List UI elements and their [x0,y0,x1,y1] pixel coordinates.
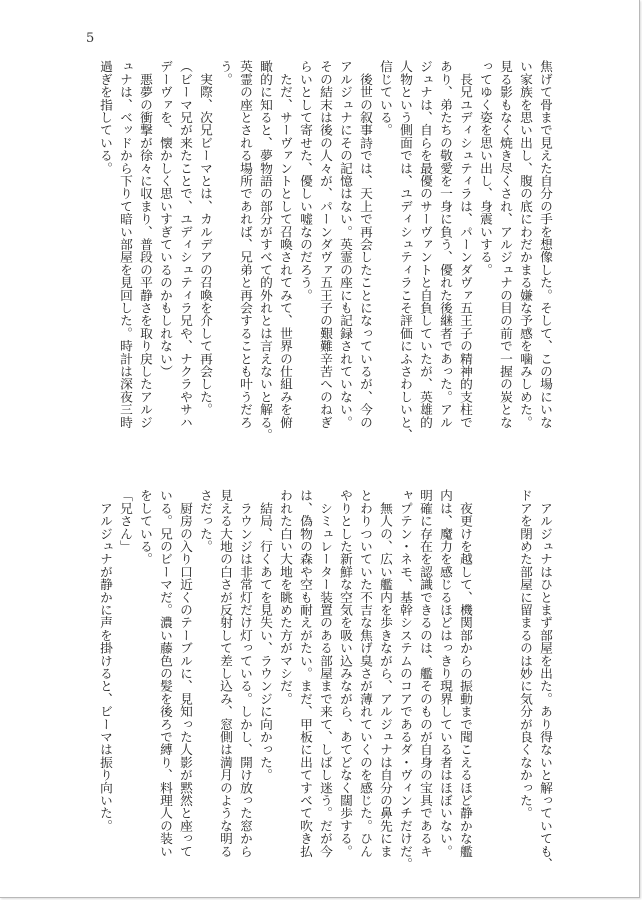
text-line: 後世の叙事詩では、天上で再会したことになっているが、今の [358,60,373,429]
text-line: 無人の、広い艦内を歩きながら、アルジュナは自分の鼻先にま [378,489,393,858]
text-line: い家族を思い出し、腹の底にわだかまる嫌な予感を噛みしめた。 [518,60,533,429]
text-line: 厨房の入り口近くのテーブルに、見知った人影が黙然と座って [178,489,193,858]
text-line: 英霊の座とされる場所であれば、兄弟と再会することも叶うだろ [238,60,253,429]
text-line: 過ぎを指している。 [98,60,113,175]
text-line: アルジュナにその記憶はない。英霊の座にも記録されていない。 [338,60,353,429]
text-line: ドアを閉めた部屋に留まるのは妙に気分が良くなかった。 [518,489,533,820]
text-line: 実際、次兄ビーマとは、カルデアの召喚を介して再会した。 [198,60,213,416]
text-line: ラウンジは非常灯だけ灯っている。しかし、開け放った窓から [238,489,253,858]
page-number: 5 [86,31,95,46]
text-line: 内は、魔力を感じるほどはっきり現界している者はほぼいない。 [438,489,453,858]
lower-text-tier [95,489,555,870]
text-line: 人物という側面では、ユディシュティラこそ評価にふさわしいと、 [398,60,413,441]
text-line: 見る影もなく焼き尽くされ、アルジュナの目の前で一握の炭とな [498,60,513,429]
text-line: 悪夢の衝撃が徐々に収まり、普段の平静さを取り戻したアルジ [138,60,153,429]
text-line: らいとして寄せた、優しい嘘なのだろう。 [298,60,313,302]
upper-text-tier [95,60,555,441]
text-line: う。 [218,60,233,86]
text-line: をしている。 [138,489,153,566]
text-line: あり、弟たちの敬愛を一身に負う、優れた後継者であった。アル [438,60,453,429]
text-line: われた白い大地を眺めた方がマシだ。 [278,489,293,705]
text-line: やりとした新鮮な空気を吸い込みながら、あてどなく闊歩する。 [338,489,353,858]
text-line: いる。兄のビーマだ。濃い藤色の髪を後ろで縛り、料理人の装い [158,489,173,858]
text-line: ュナは、ベッドから下りて暗い部屋を見回した。時計は深夜三時 [118,60,133,429]
text-line: 結局、行くあてを見失い、ラウンジに向かった。 [258,489,273,782]
text-line: 瞰的に知ると、夢物語の部分がすべて的外れとは言えないと解る。 [258,60,273,441]
text-line: 夜更けを越して、機関部からの振動まで聞こえるほど静かな艦 [458,489,473,858]
text-line: とわりついていた不吉な焦げ臭さが薄れていくのを感じた。ひん [358,489,373,858]
text-line: 「兄さん」 [118,489,133,553]
text-line: その結末は後の人々が、パーンダヴァ五王子の艱難辛苦へのねぎ [318,60,333,429]
text-line: アルジュナはひとまず部屋を出た。あり得ないと解っていても、 [538,489,553,870]
text-line: 信じている。 [378,60,393,137]
text-line: ャプテン・ネモ、基幹システムのコアであるダ・ヴィンチだけだ。 [398,489,413,870]
text-line: ってゆく姿を思い出し、身震いする。 [478,60,493,276]
text-line: さだった。 [198,489,213,553]
text-line: シミュレーター装置のある部屋まで来て、しばし迷う。だが今 [318,489,333,858]
text-line: 焦げて骨まで見えた自分の手を想像した。そして、この場にいな [538,60,553,429]
text-line: 見える大地の白さが反射して差し込み、窓側は満月のような明る [218,489,233,858]
text-line: ジュナは、自らを最優のサーヴァントと自負していたが、英雄的 [418,60,433,429]
text-line: 明確に存在を認識できるのは、艦そのものが自身の宝具であるキ [418,489,433,858]
text-line: 長兄ユディシュティラは、パーンダヴァ五王子の精神的支柱で [458,60,473,429]
text-line: アルジュナが静かに声を掛けると、ビーマは振り向いた。 [98,489,113,832]
text-line: デーヴァを、懐かしく思いすぎているのかもしれない） [158,60,173,378]
text-line: （ビーマ兄が来たことで、ユディシュティラ兄や、ナクラやサハ [178,60,193,429]
text-line: は、偽物の森や空も耐えがたい。まだ、甲板に出てすべて吹き払 [298,489,313,858]
text-line: ただ、サーヴァントとして召喚されてみて、世界の仕組みを俯 [278,60,293,429]
scene-break [475,489,515,861]
